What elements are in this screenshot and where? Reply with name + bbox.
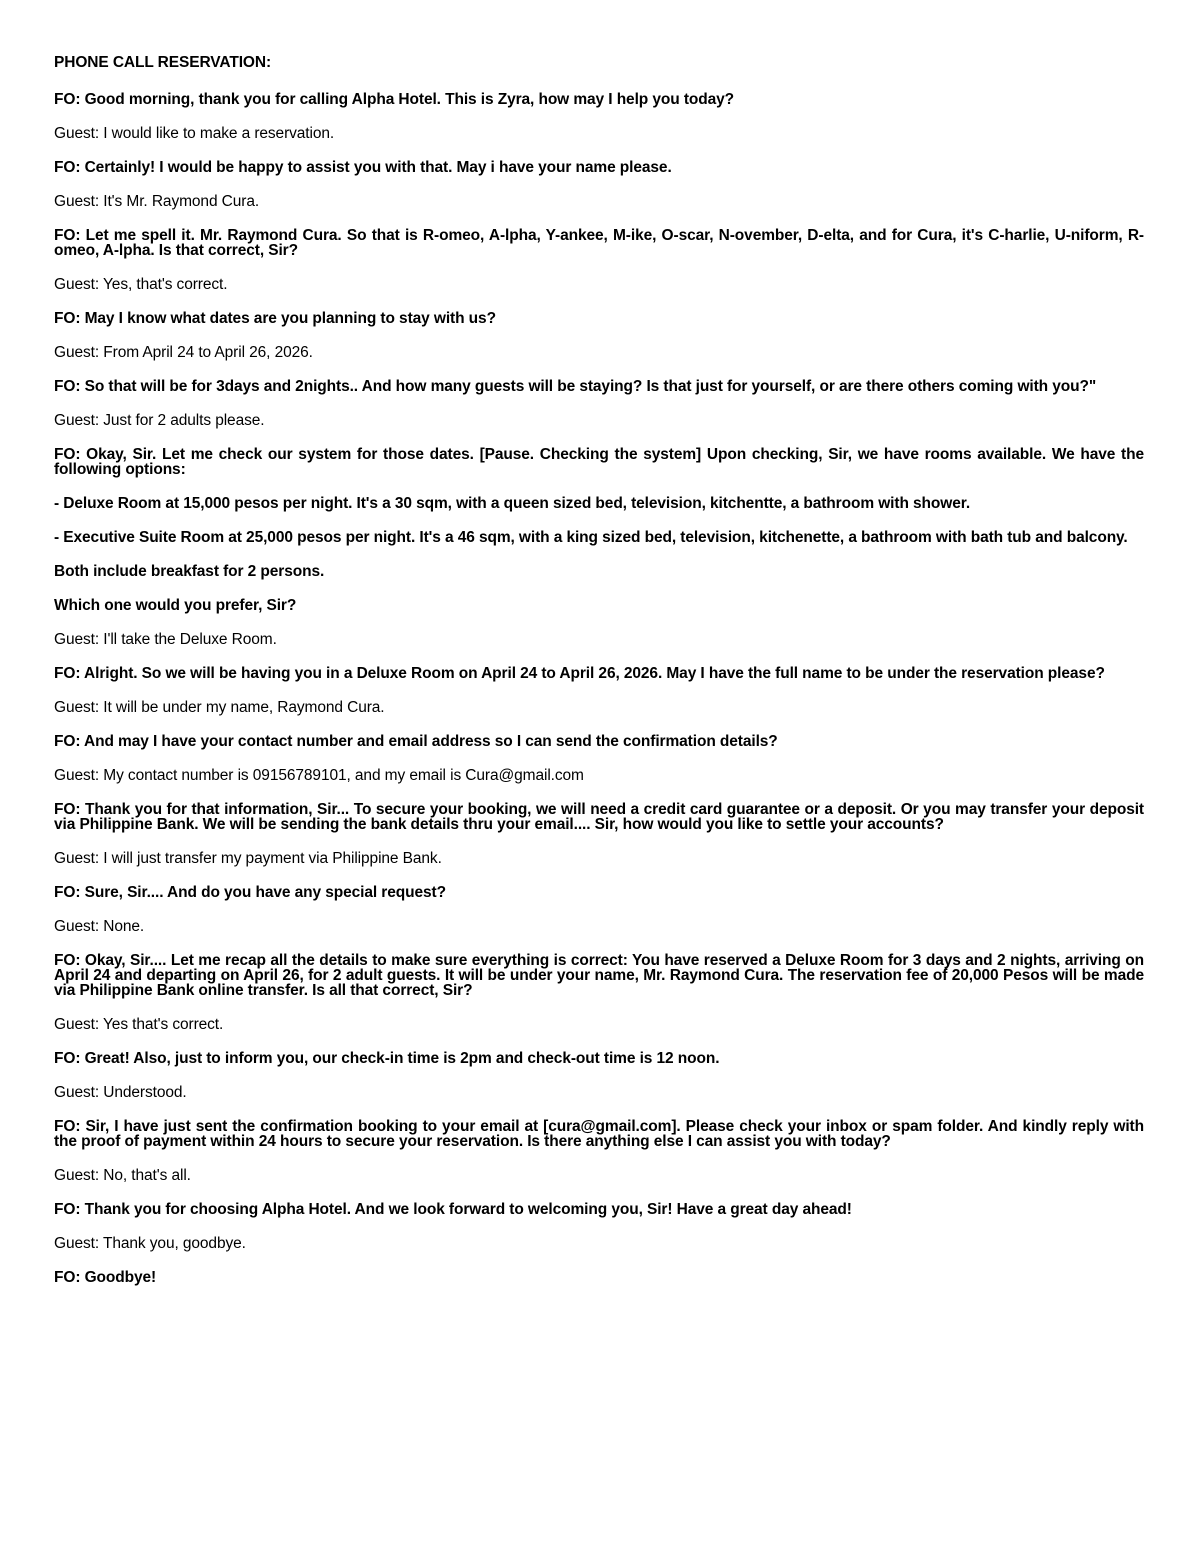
- dialogue-line-guest: Guest: I'll take the Deluxe Room.: [54, 631, 277, 648]
- dialogue-line-guest: Guest: Yes, that's correct.: [54, 276, 228, 293]
- room-option-deluxe: - Deluxe Room at 15,000 pesos per night. It's a 30 sqm, with a queen sized bed, television, kitchentte, a bathroom with shower.: [54, 495, 971, 512]
- dialogue-line-guest: Guest: Understood.: [54, 1084, 187, 1101]
- dialogue-line-fo: Which one would you prefer, Sir?: [54, 597, 297, 614]
- dialogue-line-fo: FO: Thank you for that information, Sir... To secure your booking, we will need a credit card guarantee or a deposit. Or you may transfer your deposit via Philippine Bank. We will be sending the bank details thru your email.... Sir, how would you like to settle your accounts?: [54, 801, 1144, 833]
- dialogue-line-guest: Guest: It will be under my name, Raymond Cura.: [54, 699, 385, 716]
- dialogue-line-fo: FO: Sure, Sir.... And do you have any special request?: [54, 884, 446, 901]
- document-title: PHONE CALL RESERVATION:: [54, 54, 272, 71]
- dialogue-line-guest: Guest: Yes that's correct.: [54, 1016, 224, 1033]
- dialogue-line-guest: Guest: Thank you, goodbye.: [54, 1235, 246, 1252]
- dialogue-line-fo: FO: Thank you for choosing Alpha Hotel. And we look forward to welcoming you, Sir! Have a great day ahead!: [54, 1201, 852, 1218]
- dialogue-line-fo: FO: So that will be for 3days and 2nights.. And how many guests will be staying? Is that just for yourself, or are there others coming with you?": [54, 378, 1097, 395]
- dialogue-line-fo: FO: Sir, I have just sent the confirmation booking to your email at [cura@gmail.com]. Please check your inbox or spam folder. And kindly reply with the proof of payment within 24 hours to secure your reservation. Is there anything else I can assist you with today?: [54, 1118, 1144, 1150]
- dialogue-line-fo: FO: And may I have your contact number and email address so I can send the confirmation details?: [54, 733, 778, 750]
- dialogue-line-guest: Guest: No, that's all.: [54, 1167, 191, 1184]
- dialogue-line-fo: FO: Good morning, thank you for calling Alpha Hotel. This is Zyra, how may I help you today?: [54, 91, 735, 108]
- dialogue-line-guest: Guest: From April 24 to April 26, 2026.: [54, 344, 313, 361]
- dialogue-line-guest: Guest: None.: [54, 918, 145, 935]
- room-option-executive-suite: - Executive Suite Room at 25,000 pesos per night. It's a 46 sqm, with a king sized bed, television, kitchenette, a bathroom with bath tub and balcony.: [54, 529, 1128, 546]
- dialogue-line-guest: Guest: I would like to make a reservation.: [54, 125, 335, 142]
- dialogue-line-fo: FO: Great! Also, just to inform you, our check-in time is 2pm and check-out time is 12 noon.: [54, 1050, 720, 1067]
- dialogue-line-guest: Guest: My contact number is 09156789101, and my email is Cura@gmail.com: [54, 767, 584, 784]
- dialogue-line-fo: FO: Goodbye!: [54, 1269, 157, 1286]
- dialogue-line-guest: Guest: It's Mr. Raymond Cura.: [54, 193, 260, 210]
- dialogue-line-fo: Both include breakfast for 2 persons.: [54, 563, 325, 580]
- dialogue-line-guest: Guest: Just for 2 adults please.: [54, 412, 265, 429]
- dialogue-line-fo: FO: Okay, Sir.... Let me recap all the details to make sure everything is correct: You have reserved a Deluxe Room for 3 days and 2 nights, arriving on April 24 and departing on April 26, for 2 adult guests. It will be under your name, Mr. Raymond Cura. The reservation fee of 20,000 Pesos will be made via Philippine Bank online transfer. Is all that correct, Sir?: [54, 952, 1144, 999]
- dialogue-line-fo: FO: Let me spell it. Mr. Raymond Cura. So that is R-omeo, A-lpha, Y-ankee, M-ike, O-scar, N-ovember, D-elta, and for Cura, it's C-harlie, U-niform, R-omeo, A-lpha. Is that correct, Sir?: [54, 227, 1144, 259]
- dialogue-line-fo: FO: Okay, Sir. Let me check our system for those dates. [Pause. Checking the system] Upon checking, Sir, we have rooms available. We have the following options:: [54, 446, 1144, 478]
- document-page: [54, 55, 1144, 1304]
- dialogue-line-fo: FO: Alright. So we will be having you in a Deluxe Room on April 24 to April 26, 2026. May I have the full name to be under the reservation please?: [54, 665, 1105, 682]
- dialogue-line-guest: Guest: I will just transfer my payment via Philippine Bank.: [54, 850, 442, 867]
- dialogue-line-fo: FO: May I know what dates are you planning to stay with us?: [54, 310, 496, 327]
- dialogue-line-fo: FO: Certainly! I would be happy to assist you with that. May i have your name please.: [54, 159, 672, 176]
